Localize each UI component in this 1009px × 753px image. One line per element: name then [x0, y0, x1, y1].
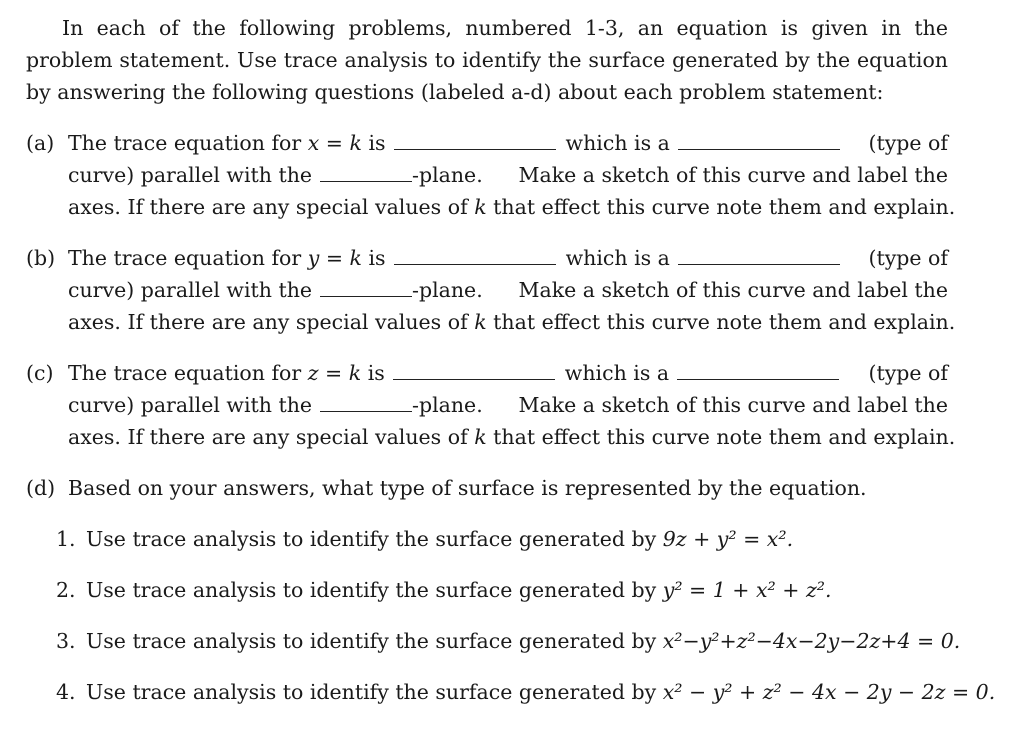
which-text: which is a	[565, 246, 670, 270]
plane-blank[interactable]	[320, 393, 412, 412]
sketch-text: Make a sketch of this curve and label the	[518, 278, 948, 302]
curve-text: curve) parallel with the	[68, 278, 313, 302]
problem-number: 1.	[56, 527, 76, 551]
k-symbol: k	[348, 361, 362, 385]
is-text: is	[368, 246, 386, 270]
problem-2	[56, 574, 948, 606]
problem-text: Use trace analysis to identify the surface generated by	[86, 629, 657, 653]
problem-3	[56, 625, 961, 657]
problem-1	[56, 523, 948, 555]
problem-number: 4.	[56, 680, 76, 704]
k-symbol: k	[474, 195, 487, 219]
intro-paragraph: In each of the following problems, numbered 1-3, an equation is given in the problem statement. Use trace analysis to identify the surface generated by the equation by answering the following questions (labeled a-d) about each problem statement:	[26, 16, 948, 104]
question-label: (a)	[26, 131, 55, 155]
plane-text: -plane.	[412, 393, 483, 417]
sketch-text: Make a sketch of this curve and label the	[518, 163, 948, 187]
trace-variable: x	[307, 131, 320, 155]
trace-equation-blank[interactable]	[394, 246, 556, 265]
question-label: (c)	[26, 361, 54, 385]
question-c: (c) The trace equation for z = k is which is a (type of curve) parallel with the -plane. Make a sketch of this curve and label the axes. If there are any special values of k that effect this curve note them and explain.	[26, 357, 948, 453]
k-symbol: k	[349, 131, 362, 155]
type-of-text: (type of	[868, 131, 948, 155]
trace-variable: z	[307, 361, 319, 385]
question-b: (b) The trace equation for y = k is which is a (type of curve) parallel with the -plane. Make a sketch of this curve and label the axes. If there are any special values of k that effect this curve note them and explain.	[26, 242, 948, 338]
question-label: (b)	[26, 246, 56, 270]
axes-text-a: axes. If there are any special values of	[68, 195, 468, 219]
question-a: (a) The trace equation for x = k is which is a (type of curve) parallel with the -plane. Make a sketch of this curve and label the axes. If there are any special values of k that effect this curve note them and explain.	[26, 127, 948, 223]
is-text: is	[367, 361, 385, 385]
axes-text-a: axes. If there are any special values of	[68, 425, 468, 449]
sketch-text: Make a sketch of this curve and label the	[518, 393, 948, 417]
question-d	[26, 472, 948, 504]
axes-text-b: that effect this curve note them and explain.	[493, 195, 956, 219]
question-label: (d)	[26, 476, 56, 500]
axes-text-b: that effect this curve note them and explain.	[493, 310, 956, 334]
which-text: which is a	[564, 361, 670, 385]
problem-number: 3.	[56, 629, 76, 653]
problem-equation: x²−y²+z²−4x−2y−2z+4 = 0.	[662, 629, 961, 653]
problem-text: Use trace analysis to identify the surface generated by	[86, 527, 657, 551]
problem-equation: y² = 1 + x² + z².	[662, 578, 832, 602]
k-symbol: k	[349, 246, 362, 270]
curve-text: curve) parallel with the	[68, 393, 313, 417]
axes-text-b: that effect this curve note them and explain.	[493, 425, 956, 449]
trace-equation-blank[interactable]	[394, 131, 556, 150]
k-symbol: k	[474, 425, 487, 449]
type-of-text: (type of	[868, 361, 948, 385]
problem-equation: x² − y² + z² − 4x − 2y − 2z = 0.	[662, 680, 996, 704]
axes-text-a: axes. If there are any special values of	[68, 310, 468, 334]
k-symbol: k	[474, 310, 487, 334]
problem-text: Use trace analysis to identify the surface generated by	[86, 578, 657, 602]
trace-equation-blank[interactable]	[393, 361, 555, 380]
question-d-text: Based on your answers, what type of surface is represented by the equation.	[68, 476, 867, 500]
curve-type-blank[interactable]	[678, 131, 840, 150]
curve-text: curve) parallel with the	[68, 163, 313, 187]
trace-variable: y	[307, 246, 320, 270]
problem-4	[56, 676, 996, 708]
problem-number: 2.	[56, 578, 76, 602]
which-text: which is a	[565, 131, 670, 155]
trace-prefix: The trace equation for	[68, 361, 302, 385]
document-page	[26, 12, 996, 708]
curve-type-blank[interactable]	[677, 361, 839, 380]
problem-text: Use trace analysis to identify the surface generated by	[86, 680, 657, 704]
problem-equation: 9z + y² = x².	[662, 527, 794, 551]
type-of-text: (type of	[868, 246, 948, 270]
plane-text: -plane.	[412, 163, 483, 187]
trace-prefix: The trace equation for	[68, 131, 302, 155]
trace-prefix: The trace equation for	[68, 246, 302, 270]
is-text: is	[368, 131, 386, 155]
plane-blank[interactable]	[320, 163, 412, 182]
plane-blank[interactable]	[320, 278, 412, 297]
curve-type-blank[interactable]	[678, 246, 840, 265]
plane-text: -plane.	[412, 278, 483, 302]
